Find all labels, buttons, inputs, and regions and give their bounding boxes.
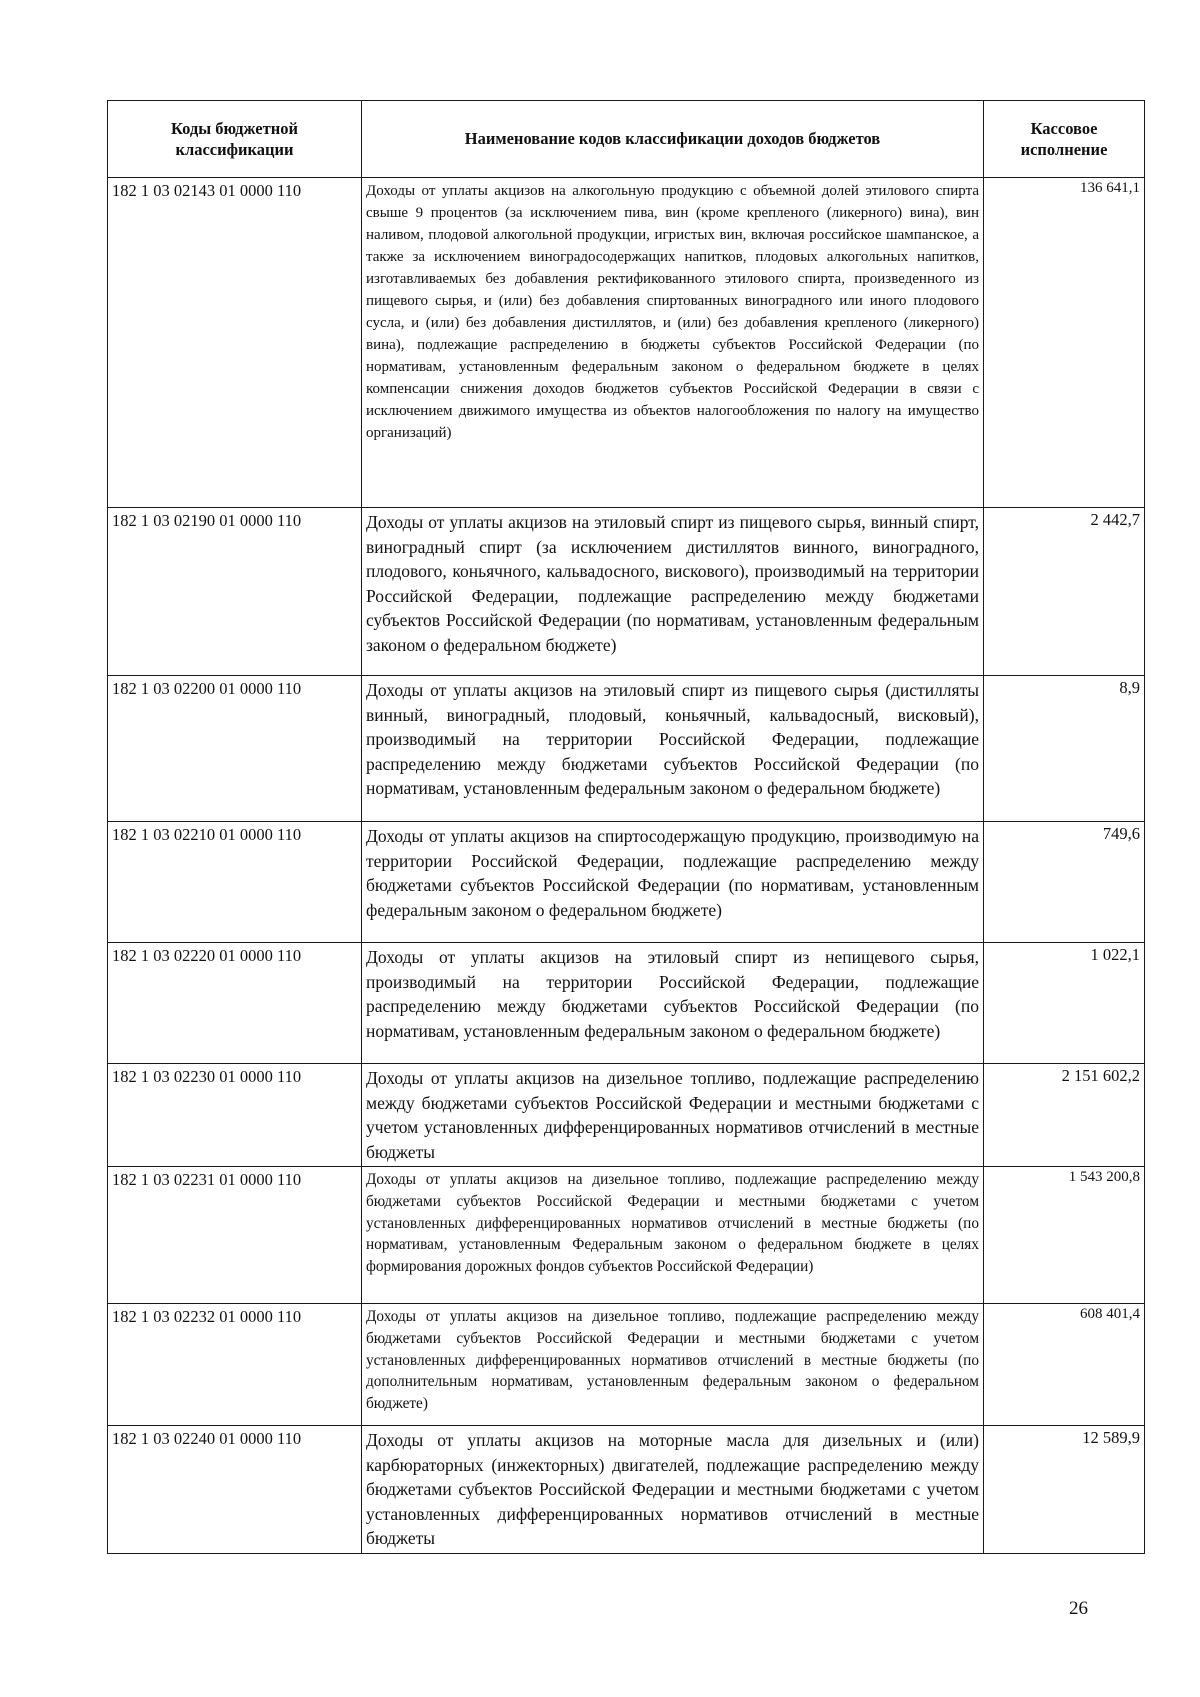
header-amount: Кассовое исполнение — [984, 101, 1145, 178]
table-row — [108, 676, 1145, 822]
row-code: 182 1 03 02232 01 0000 110 — [108, 1304, 362, 1426]
header-code: Коды бюджетной классификации — [108, 101, 362, 178]
row-name: Доходы от уплаты акцизов на спиртосодержащую продукцию, производимую на территории Российской Федерации, подлежащие распределению между бюджетами субъектов Российской Федерации (по нормативам, установленным федеральным законом о федеральном бюджете) — [362, 822, 984, 943]
row-amount: 749,6 — [984, 822, 1145, 943]
table-row — [108, 1426, 1145, 1554]
table-row — [108, 1304, 1145, 1426]
row-name: Доходы от уплаты акцизов на этиловый спирт из пищевого сырья (дистилляты винный, виноградный, плодовый, коньячный, кальвадосный, висковый), производимый на территории Российской Федерации, подлежащие распределению между бюджетами субъектов Российской Федерации (по нормативам, установленным федеральным законом о федеральном бюджете) — [362, 676, 984, 822]
header-name: Наименование кодов классификации доходов бюджетов — [362, 101, 984, 178]
row-name: Доходы от уплаты акцизов на этиловый спирт из непищевого сырья, производимый на территории Российской Федерации, подлежащие распределению между бюджетами субъектов Российской Федерации (по нормативам, установленным федеральным законом о федеральном бюджете) — [362, 943, 984, 1064]
row-amount: 12 589,9 — [984, 1426, 1145, 1554]
row-name: Доходы от уплаты акцизов на алкогольную продукцию с объемной долей этилового спирта свыше 9 процентов (за исключением пива, вин (кроме крепленого (ликерного) вина), вин наливом, плодовой алкогольной продукции, игристых вин, включая российское шампанское, а также за исключением виноградосодержащих напитков, плодовых алкогольных напитков, изготавливаемых без добавления ректификованного этилового спирта, произведенного из пищевого сырья, и (или) без добавления спиртованных виноградного или иного плодового сусла, и (или) без добавления дистиллятов, и (или) без добавления крепленого (ликерного) вина), подлежащие распределению в бюджеты субъектов Российской Федерации (по нормативам, установленным федеральным законом о федеральном бюджете в целях компенсации снижения доходов бюджетов субъектов Российской Федерации в связи с исключением движимого имущества из объектов налогообложения по налогу на имущество организаций) — [362, 178, 984, 508]
row-code: 182 1 03 02220 01 0000 110 — [108, 943, 362, 1064]
row-code: 182 1 03 02231 01 0000 110 — [108, 1167, 362, 1304]
row-amount: 608 401,4 — [984, 1304, 1145, 1426]
table-row — [108, 178, 1145, 508]
row-code: 182 1 03 02230 01 0000 110 — [108, 1064, 362, 1167]
row-amount: 136 641,1 — [984, 178, 1145, 508]
row-amount: 2 442,7 — [984, 508, 1145, 676]
table-row — [108, 1064, 1145, 1167]
table-header-row — [108, 101, 1145, 178]
row-name: Доходы от уплаты акцизов на этиловый спирт из пищевого сырья, винный спирт, виноградный спирт (за исключением дистиллятов винного, виноградного, плодового, коньячного, кальвадосного, вискового), производимый на территории Российской Федерации, подлежащие распределению между бюджетами субъектов Российской Федерации (по нормативам, установленным федеральным законом о федеральном бюджете) — [362, 508, 984, 676]
row-code: 182 1 03 02210 01 0000 110 — [108, 822, 362, 943]
row-code: 182 1 03 02190 01 0000 110 — [108, 508, 362, 676]
row-name: Доходы от уплаты акцизов на дизельное топливо, подлежащие распределению между бюджетами субъектов Российской Федерации и местными бюджетами с учетом установленных дифференцированных нормативов отчислений в местные бюджеты (по дополнительным нормативам, установленным федеральным законом о федеральном бюджете) — [362, 1304, 984, 1426]
row-name: Доходы от уплаты акцизов на дизельное топливо, подлежащие распределению между бюджетами субъектов Российской Федерации и местными бюджетами с учетом установленных дифференцированных нормативов отчислений в местные бюджеты — [362, 1064, 984, 1167]
page-number: 26 — [1069, 1598, 1088, 1619]
row-code: 182 1 03 02200 01 0000 110 — [108, 676, 362, 822]
table-row — [108, 508, 1145, 676]
row-amount: 2 151 602,2 — [984, 1064, 1145, 1167]
budget-classification-table — [107, 100, 1145, 1554]
table-row — [108, 822, 1145, 943]
row-name: Доходы от уплаты акцизов на дизельное топливо, подлежащие распределению между бюджетами субъектов Российской Федерации и местными бюджетами с учетом установленных дифференцированных нормативов отчислений в местные бюджеты (по нормативам, установленным Федеральным законом о федеральном бюджете в целях формирования дорожных фондов субъектов Российской Федерации) — [362, 1167, 984, 1304]
row-amount: 1 543 200,8 — [984, 1167, 1145, 1304]
row-code: 182 1 03 02143 01 0000 110 — [108, 178, 362, 508]
row-amount: 1 022,1 — [984, 943, 1145, 1064]
row-amount: 8,9 — [984, 676, 1145, 822]
row-name: Доходы от уплаты акцизов на моторные масла для дизельных и (или) карбюраторных (инжекторных) двигателей, подлежащие распределению между бюджетами субъектов Российской Федерации и местными бюджетами с учетом установленных дифференцированных нормативов отчислений в местные бюджеты — [362, 1426, 984, 1554]
table-row — [108, 1167, 1145, 1304]
table-row — [108, 943, 1145, 1064]
row-code: 182 1 03 02240 01 0000 110 — [108, 1426, 362, 1554]
